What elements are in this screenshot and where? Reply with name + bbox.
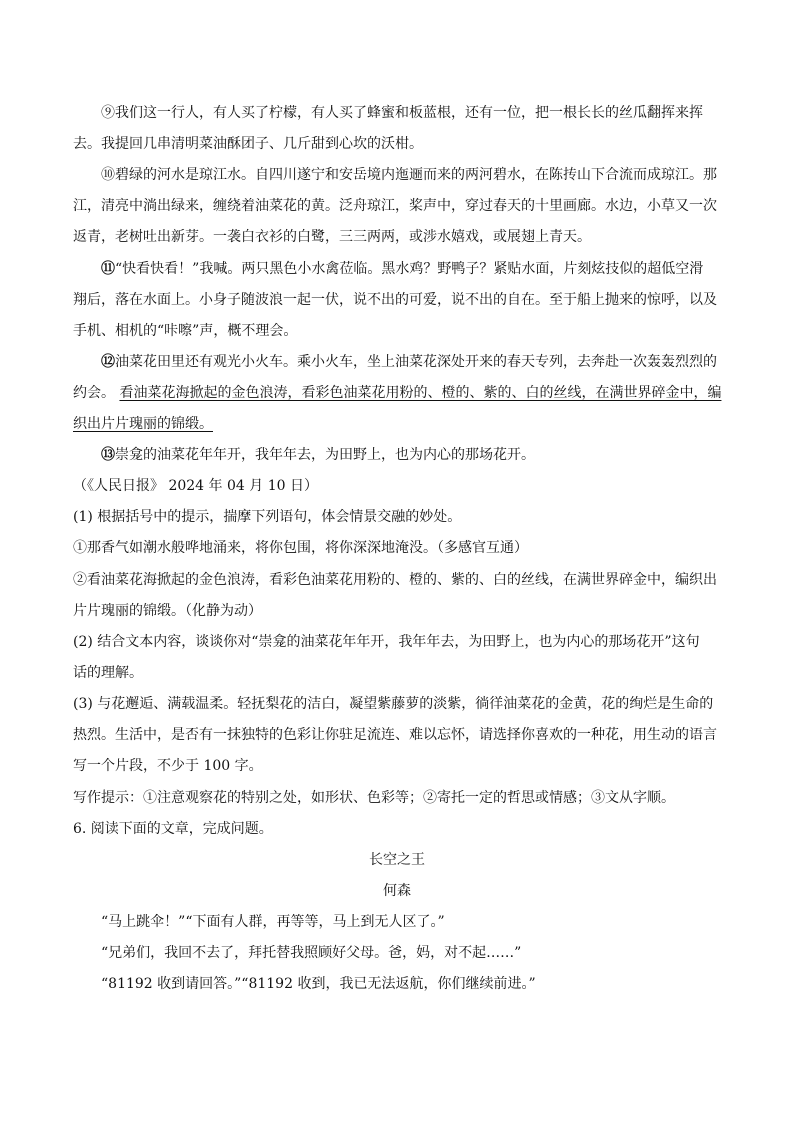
question-1: (1) 根据括号中的提示，揣摩下列语句，体会情景交融的妙处。 xyxy=(73,509,462,525)
question-2-line-1: (2) 结合文本内容，谈谈你对“崇龛的油菜花年年开，我年年去，为田野上，也为内心的那场花开”这句 xyxy=(73,634,700,650)
paragraph-marker: ⑫ xyxy=(101,354,115,370)
question-3-line-2: 热烈。生活中，是否有一抹独特的色彩让你驻足流连、难以忘怀，请选择你喜欢的一种花，用生动的语言 xyxy=(73,727,717,743)
underlined-sentence: 织出片片瑰丽的锦缎。 xyxy=(73,416,213,432)
source-citation: （《人民日报》 2024 年 04 月 10 日） xyxy=(73,478,318,494)
paragraph-text: 油菜花田里还有观光小火车。乘小火车，坐上油菜花深处开来的春天专列，去奔赴一次轰轰烈烈的 xyxy=(115,354,717,370)
paragraph-11-line-2: 翔后，落在水面上。小身子随波浪一起一伏，说不出的可爱，说不出的自在。至于船上抛来的惊呼，以及 xyxy=(73,292,717,308)
paragraph-9-line-2: 去。我提回几串清明菜油酥团子、几斤甜到心坎的沃柑。 xyxy=(73,136,423,152)
article-line-3: “81192 收到请回答。”“81192 收到，我已无法返航，你们继续前进。” xyxy=(101,976,536,992)
paragraph-marker: ⑪ xyxy=(101,261,115,277)
paragraph-text: 约会。 xyxy=(73,385,115,401)
article-line-1: “马上跳伞！”“下面有人群，再等等，马上到无人区了。” xyxy=(101,914,445,930)
underlined-sentence: 看油菜花海掀起的金色浪涛，看彩色油菜花用粉的、橙的、紫的、白的丝线，在满世界碎金中，编 xyxy=(119,385,722,401)
paragraph-9-line-1: ⑨我们这一行人，有人买了柠檬，有人买了蜂蜜和板蓝根，还有一位，把一根长长的丝瓜翻挥来挥 xyxy=(101,105,703,121)
writing-tips: 写作提示：①注意观察花的特别之处，如形状、色彩等；②寄托一定的哲思或情感；③文从字顺。 xyxy=(73,790,675,806)
paragraph-11-line-3: 手机、相机的“咔嚓”声，概不理会。 xyxy=(73,323,298,339)
paragraph-marker: ⑬ xyxy=(101,447,115,463)
paragraph-11-line-1 xyxy=(101,259,703,281)
paragraph-12-line-2 xyxy=(73,383,721,405)
section-6-heading: 6. 阅读下面的文章，完成问题。 xyxy=(73,821,273,837)
paragraph-12-line-3 xyxy=(73,414,213,436)
paragraph-13-line-1 xyxy=(101,445,535,467)
question-1-item-1: ①那香气如潮水般哗地涌来，将你包围，将你深深地淹没。（多感官互通） xyxy=(73,540,528,556)
article-line-2: “兄弟们，我回不去了，拜托替我照顾好父母。爸，妈，对不起……” xyxy=(101,945,522,961)
paragraph-text: 崇龛的油菜花年年开，我年年去，为田野上，也为内心的那场花开。 xyxy=(115,447,535,463)
question-2-line-2: 话的理解。 xyxy=(73,665,143,681)
question-3-line-1: (3) 与花邂逅、满载温柔。轻抚梨花的洁白，凝望紫藤萝的淡紫，徜徉油菜花的金黄，花的绚烂是生命的 xyxy=(73,696,714,712)
question-1-item-2-line-2: 片片瑰丽的锦缎。（化静为动） xyxy=(73,603,262,619)
paragraph-10-line-2: 江，清亮中淌出绿来，缠绕着油菜花的黄。泛舟琼江，桨声中，穿过春天的十里画廊。水边，小草又一次 xyxy=(73,198,717,214)
question-1-item-2-line-1: ②看油菜花海掀起的金色浪涛，看彩色油菜花用粉的、橙的、紫的、白的丝线，在满世界碎金中，编织出 xyxy=(73,572,717,588)
paragraph-12-line-1 xyxy=(101,352,717,374)
paragraph-text: “快看快看！”我喊。两只黑色小水禽莅临。黑水鸡？野鸭子？紧贴水面，片刻炫技似的超低空滑 xyxy=(115,261,704,277)
paragraph-10-line-3: 返青，老树吐出新芽。一袭白衣衫的白鹭，三三两两，或涉水嬉戏，或展翅上青天。 xyxy=(73,229,591,245)
paragraph-10-line-1: ⑩碧绿的河水是琼江水。自四川遂宁和安岳境内迤逦而来的两河碧水，在陈抟山下合流而成琼江。那 xyxy=(101,167,717,183)
question-3-line-3: 写一个片段，不少于 100 字。 xyxy=(73,758,263,774)
article-title: 长空之王 xyxy=(369,852,425,868)
article-author: 何森 xyxy=(383,883,411,899)
